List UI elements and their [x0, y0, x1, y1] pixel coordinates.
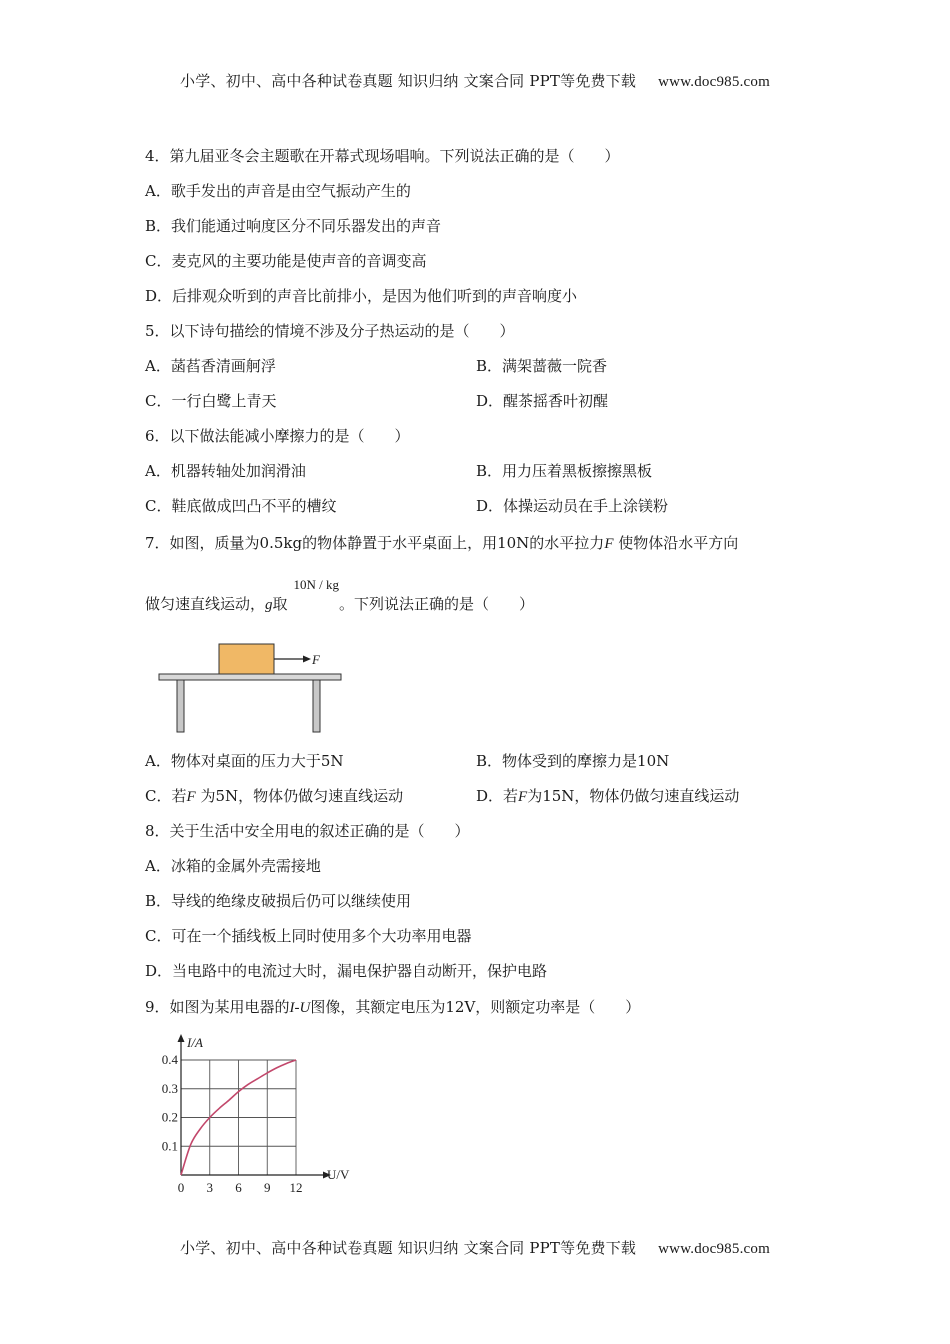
- y-tick-label: 0.3: [161, 1080, 178, 1096]
- table-figure: [155, 638, 355, 736]
- x-tick-label: 3: [206, 1180, 213, 1195]
- q5-option-b: B．满架蔷薇一院香: [476, 357, 608, 375]
- y-axis-arrow: [178, 1034, 185, 1042]
- q8-stem: 8．关于生活中安全用电的叙述正确的是（ ）: [145, 822, 470, 840]
- q4-option-c: C．麦克风的主要功能是使声音的音调变高: [145, 252, 427, 270]
- q7-stem-line1: [145, 533, 738, 554]
- q4-stem: 4．第九届亚冬会主题歌在开幕式现场唱响。下列说法正确的是（ ）: [145, 147, 620, 165]
- q9-stem-post: 图像，其额定电压为12V，则额定功率是（ ）: [310, 998, 641, 1016]
- q7-d-pre: D．若: [476, 787, 519, 805]
- q4-option-d: D．后排观众听到的声音比前排小，是因为他们听到的声音响度小: [145, 287, 578, 305]
- page-header: [0, 70, 950, 91]
- x-tick-label: 9: [264, 1180, 271, 1195]
- force-arrow-head: [303, 656, 311, 663]
- header-url[interactable]: www.doc985.com: [658, 74, 770, 90]
- q6-option-a: A．机器转轴处加润滑油: [145, 462, 306, 480]
- x-axis-label: U/V: [327, 1167, 350, 1182]
- q8-option-a: A．冰箱的金属外壳需接地: [145, 857, 321, 875]
- q7-c-post: 为5N，物体仍做匀速直线运动: [200, 787, 404, 805]
- q7-d-post: 为15N，物体仍做匀速直线运动: [527, 787, 740, 805]
- q8-option-b: B．导线的绝缘皮破损后仍可以继续使用: [145, 892, 412, 910]
- tabletop: [159, 674, 341, 680]
- footer-url[interactable]: www.doc985.com: [658, 1241, 770, 1257]
- y-tick-label: 0.4: [161, 1052, 178, 1067]
- table-leg-left: [177, 680, 184, 732]
- header-text: 小学、初中、高中各种试卷真题 知识归纳 文案合同 PPT等免费下载: [180, 72, 637, 90]
- q7-stem-part2b: 取: [272, 595, 288, 613]
- q9-stem-pre: 9．如图为某用电器的: [145, 998, 290, 1016]
- q7-g-value: 10N / kg: [293, 577, 340, 592]
- q9-stem: [145, 997, 640, 1018]
- q7-stem-part2c: 。下列说法正确的是（ ）: [339, 595, 535, 613]
- force-label: F: [312, 652, 320, 667]
- y-axis-label: I/A: [187, 1035, 203, 1050]
- x-tick-label: 0: [177, 1180, 185, 1195]
- q6-option-c: C．鞋底做成凹凸不平的槽纹: [145, 497, 337, 515]
- q7-stem-line2: [145, 577, 535, 615]
- footer-text: 小学、初中、高中各种试卷真题 知识归纳 文案合同 PPT等免费下载: [180, 1239, 637, 1257]
- x-tick-label: 6: [235, 1180, 242, 1195]
- q5-stem: 5．以下诗句描绘的情境不涉及分子热运动的是（ ）: [145, 322, 515, 340]
- q7-option-a: A．物体对桌面的压力大于5N: [145, 752, 344, 770]
- y-tick-label: 0.2: [161, 1109, 178, 1125]
- q6-stem: 6．以下做法能减小摩擦力的是（ ）: [145, 427, 410, 445]
- x-tick-label: 12: [289, 1180, 303, 1195]
- q7-stem-part1b: 使物体沿水平方向: [618, 534, 739, 552]
- q7-force-symbol: F: [604, 536, 614, 552]
- q8-option-d: D．当电路中的电流过大时，漏电保护器自动断开，保护电路: [145, 962, 548, 980]
- q7-d-force-symbol: F: [518, 789, 528, 805]
- q7-stem-part2a: 做匀速直线运动，: [145, 595, 266, 613]
- q6-option-b: B．用力压着黑板擦擦黑板: [476, 462, 653, 480]
- q4-option-b: B．我们能通过响度区分不同乐器发出的声音: [145, 217, 442, 235]
- q7-option-d: [476, 786, 739, 807]
- q7-c-force-symbol: F: [186, 789, 196, 805]
- q5-option-a: A．菡萏香清画舸浮: [145, 357, 276, 375]
- q4-option-a: A．歌手发出的声音是由空气振动产生的: [145, 182, 411, 200]
- q7-stem-part1: 7．如图，质量为0.5kg的物体静置于水平桌面上，用10N的水平拉力: [145, 534, 605, 552]
- q9-iu-symbol: I-U: [289, 1000, 311, 1016]
- q5-option-d: D．醒茶摇香叶初醒: [476, 392, 609, 410]
- q7-g-symbol: g: [265, 597, 273, 613]
- page-footer: [0, 1237, 950, 1258]
- table-leg-right: [313, 680, 320, 732]
- y-tick-label: 0.1: [161, 1138, 178, 1154]
- q6-option-d: D．体操运动员在手上涂镁粉: [476, 497, 669, 515]
- block: [219, 644, 274, 674]
- q7-option-c: [145, 786, 403, 807]
- q7-c-pre: C．若: [145, 787, 187, 805]
- q8-option-c: C．可在一个插线板上同时使用多个大功率用电器: [145, 927, 472, 945]
- q7-option-b: B．物体受到的摩擦力是10N: [476, 752, 670, 770]
- iu-chart: [150, 1030, 365, 1200]
- q5-option-c: C．一行白鹭上青天: [145, 392, 277, 410]
